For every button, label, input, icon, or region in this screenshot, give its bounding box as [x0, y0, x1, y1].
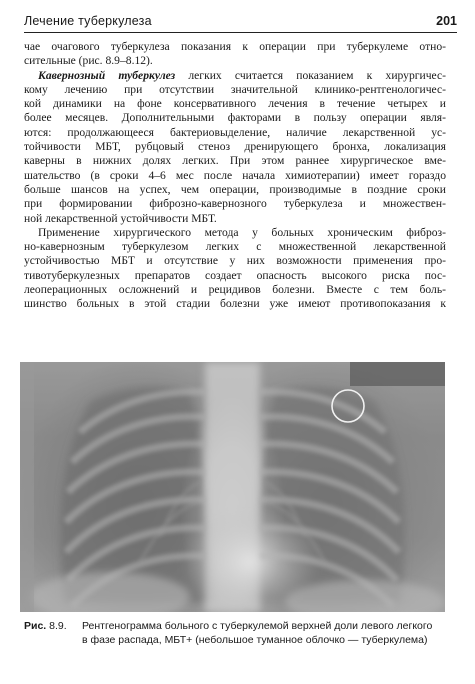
body-text	[24, 40, 446, 312]
film-edge	[20, 362, 34, 612]
figure-label-prefix: Рис.	[24, 620, 47, 632]
text-line: кой динамики на фоне консервативного лечения в течение четырех и	[24, 97, 446, 111]
figure-label-number: 8.9.	[46, 620, 67, 632]
text-line: больше шансов на успех, чем операции, производимые в поздние сроки	[24, 182, 446, 196]
term-cavernous-tuberculosis: Кавернозный туберкулез	[38, 68, 176, 82]
text-line: шинство больных в этой стадии болезни уже имеют противопоказания к	[24, 297, 446, 311]
text-line: но-кавернозным туберкулезом легких с множественной лекарственной	[24, 240, 446, 254]
caption-line: Рентгенограмма больного с туберкулемой верхней доли левого легкого	[82, 620, 433, 632]
caption-line: в фазе распада, МБТ+ (небольшое туманное облочко — туберкулема)	[82, 633, 428, 646]
film-label-area	[350, 362, 445, 386]
text-line: ной лекарственной устойчивости МБТ.	[24, 211, 217, 225]
text-line: устойчивостью МБТ и отсутствие у них возможности применения про-	[24, 254, 446, 268]
text-line: при формировании фиброзно-кавернозного туберкулеза и множествен-	[24, 197, 446, 211]
text-line	[24, 69, 446, 83]
text-line: тойчивости МБТ, рубцовый стеноз дренирующего бронха, локализация	[24, 140, 446, 154]
text-fragment: легких считается показанием к хирургичес-	[175, 68, 446, 82]
page-number: 201	[436, 14, 457, 28]
text-line: каверны в нижних долях легких. При этом раннее хирургическое вме-	[24, 154, 446, 168]
text-line: леоперационных осложнений и рецидивов болезни. Вместе с тем боль-	[24, 283, 446, 297]
text-line: чае очагового туберкулеза показания к операции при туберкулеме отно-	[24, 40, 446, 53]
xray-illustration	[20, 362, 445, 612]
text-line: шательство (в сроки 4–6 мес после начала химиотерапии) имеет гораздо	[24, 168, 446, 182]
caption-text	[82, 620, 449, 647]
running-title: Лечение туберкулеза	[24, 14, 152, 28]
text-line: сительные (рис. 8.9–8.12).	[24, 54, 153, 68]
text-line: ются: продолжающееся бактериовыделение, наличие лекарственной ус-	[24, 125, 446, 139]
chest-xray-image	[20, 362, 445, 612]
text-line: тивотуберкулезных препаратов создает опасность высокого риска пос-	[24, 268, 446, 282]
running-head	[24, 14, 457, 33]
figure-label	[24, 620, 82, 634]
text-line: более месяцев. Дополнительными факторами в пользу операции явля-	[24, 111, 446, 125]
text-line: Применение хирургического метода у больных хроническим фиброз-	[38, 225, 446, 239]
text-line: кому лечению при отсутствии значительной клинико-рентгенологичес-	[24, 82, 446, 96]
